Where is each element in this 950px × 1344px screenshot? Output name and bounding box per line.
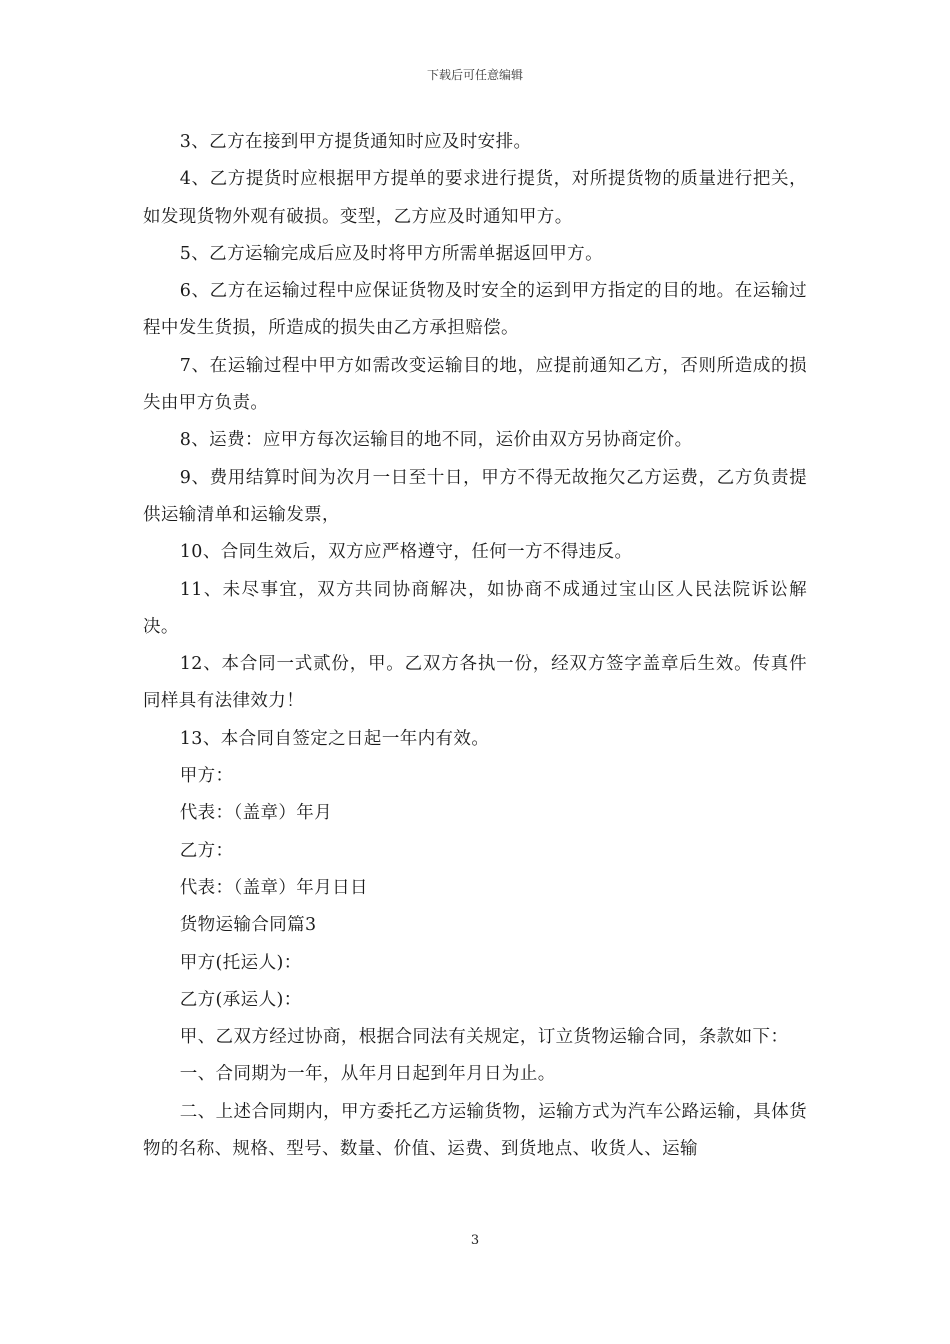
- page-number: 3: [470, 1233, 480, 1248]
- document-body: [143, 124, 807, 1168]
- carrier-label: 乙方(承运人)：: [179, 989, 302, 1010]
- clause-10: 10、合同生效后，双方应严格遵守，任何一方不得违反。: [179, 542, 633, 563]
- contract-preamble: 甲、乙双方经过协商，根据合同法有关规定，订立货物运输合同，条款如下：: [179, 1027, 789, 1048]
- clause-6: 6、乙方在运输过程中应保证货物及时安全的运到甲方指定的目的地。在运输过程中发生货损，所造成的损失由乙方承担赔偿。: [143, 281, 807, 339]
- clause-5: 5、乙方运输完成后应及时将甲方所需单据返回甲方。: [179, 243, 603, 264]
- party-b-representative: 代表：（盖章）年月日日: [179, 877, 368, 898]
- article-2: 二、上述合同期内，甲方委托乙方运输货物，运输方式为汽车公路运输，具体货物的名称、规格、型号、数量、价值、运费、到货地点、收货人、运输: [143, 1101, 807, 1160]
- clause-7: 7、在运输过程中甲方如需改变运输目的地，应提前通知乙方，否则所造成的损失由甲方负责。: [143, 355, 807, 414]
- clause-3: 3、乙方在接到甲方提货通知时应及时安排。: [179, 132, 532, 152]
- page-header-note: 下载后可任意编辑: [426, 68, 523, 82]
- section-title: 货物运输合同篇3: [179, 915, 317, 936]
- clause-4: 4、乙方提货时应根据甲方提单的要求进行提货，对所提货物的质量进行把关，如发现货物外观有破损。变型，乙方应及时通知甲方。: [143, 169, 807, 227]
- clause-11: 11、未尽事宜，双方共同协商解决，如协商不成通过宝山区人民法院诉讼解决。: [143, 579, 807, 637]
- party-a-representative: 代表：（盖章）年月: [179, 803, 333, 824]
- party-b-label: 乙方：: [179, 840, 234, 861]
- clause-8: 8、运费：应甲方每次运输目的地不同，运价由双方另协商定价。: [179, 430, 693, 451]
- article-1: 一、合同期为一年，从年月日起到年月日为止。: [179, 1064, 556, 1085]
- clause-9: 9、费用结算时间为次月一日至十日，甲方不得无故拖欠乙方运费，乙方负责提供运输清单和运输发票，: [143, 467, 807, 525]
- clause-13: 13、本合同自签定之日起一年内有效。: [179, 728, 490, 749]
- shipper-label: 甲方(托运人)：: [179, 952, 302, 973]
- clause-12: 12、本合同一式贰份，甲。乙双方各执一份，经双方签字盖章后生效。传真件同样具有法律效力！: [143, 654, 807, 712]
- party-a-label: 甲方：: [179, 766, 234, 787]
